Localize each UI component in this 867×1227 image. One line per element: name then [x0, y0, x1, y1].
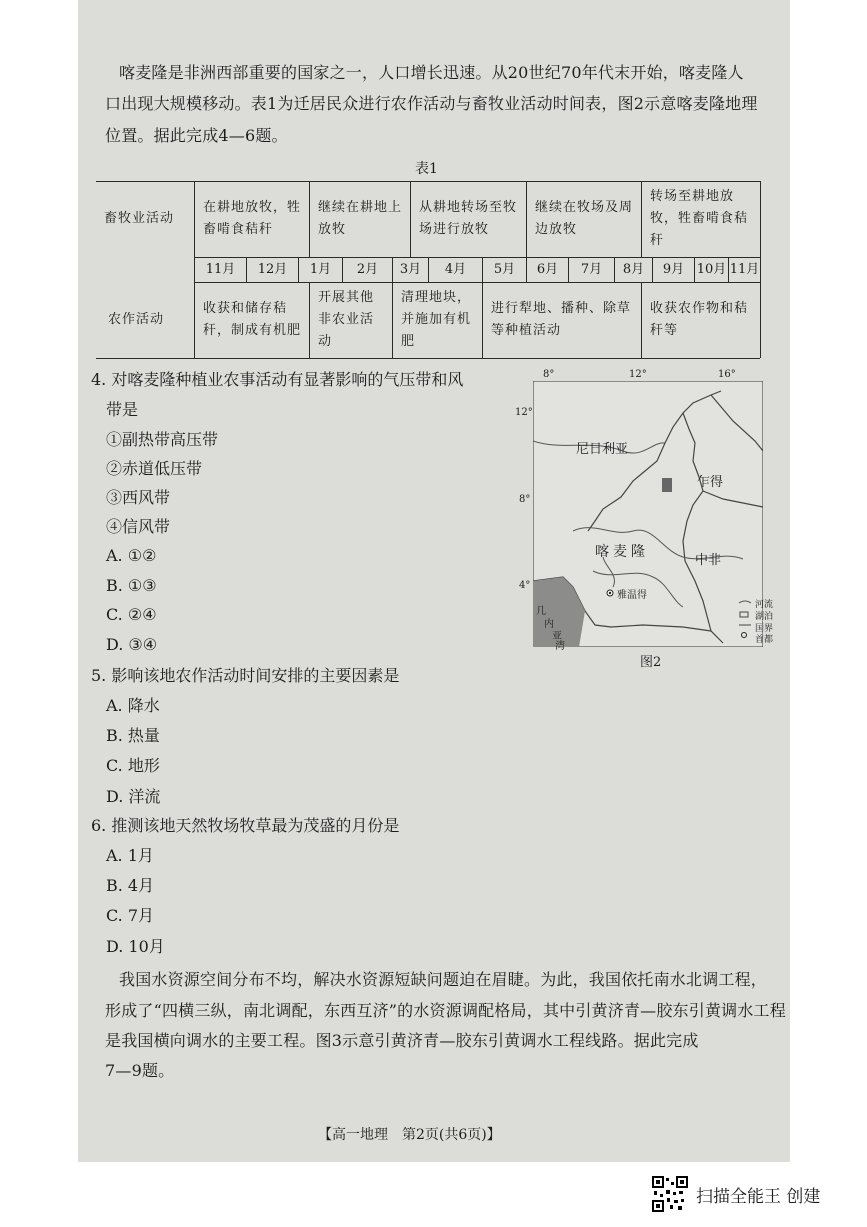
activity-grid — [96, 181, 760, 358]
para2-line-2: 形成了“四横三纵，南北调配，东西互济”的水资源调配格局，其中引黄济青—胶东引黄调水工程 — [105, 1001, 786, 1020]
q6-option-a: A. 1月 — [106, 846, 154, 865]
month-cell: 2月 — [356, 261, 379, 277]
table-caption: 表1 — [415, 161, 438, 177]
q4-item-3: ③西风带 — [106, 488, 171, 507]
gulf-label-3: 亚 — [552, 631, 562, 642]
cameroon-map — [533, 381, 763, 647]
gulf-label-1: 几 — [536, 606, 546, 617]
livestock-cell: 转场至耕地放牧，牲畜啃食秸秆 — [650, 189, 749, 248]
para2-line-3: 是我国横向调水的主要工程。图3示意引黄济青—胶东引黄调水工程线路。据此完成 — [105, 1031, 699, 1050]
month-cell: 9月 — [662, 261, 685, 277]
farming-cell: 开展其他非农业活动 — [318, 290, 375, 349]
q4-item-1: ①副热带高压带 — [106, 430, 219, 449]
label-cameroon: 喀麦隆 — [595, 544, 649, 560]
livestock-cell: 继续在牧场及周边放牧 — [535, 200, 634, 237]
month-cell: 12月 — [257, 261, 288, 277]
q4-option-c: C. ②④ — [106, 605, 157, 624]
q6-option-b: B. 4月 — [106, 876, 155, 895]
livestock-cell: 从耕地转场至牧场进行放牧 — [419, 200, 518, 237]
month-cell: 1月 — [309, 261, 332, 277]
month-cell: 10月 — [696, 261, 727, 277]
q5-option-d: D. 洋流 — [106, 787, 161, 806]
intro-line-3: 位置。据此完成4—6题。 — [105, 126, 288, 145]
q5-option-a: A. 降水 — [106, 696, 160, 715]
month-cell: 11月 — [729, 261, 760, 277]
q4-option-b: B. ①③ — [106, 576, 157, 595]
legend-border: 国界 — [755, 624, 774, 634]
livestock-header: 畜牧业活动 — [104, 211, 175, 226]
q5-option-c: C. 地形 — [106, 756, 160, 775]
para2-line-1: 我国水资源空间分布不均，解决水资源短缺问题迫在眉睫。为此，我国依托南水北调工程， — [119, 970, 768, 989]
qr-code-icon — [652, 1176, 688, 1212]
month-cell: 4月 — [444, 261, 467, 277]
legend-river: 河流 — [755, 600, 774, 610]
q4-option-d: D. ③④ — [106, 635, 158, 654]
page-footer: 【高一地理 第2页(共6页)】 — [318, 1127, 501, 1143]
lat-label-4: 4° — [519, 580, 531, 591]
month-cell: 6月 — [536, 261, 559, 277]
q5-option-b: B. 热量 — [106, 726, 160, 745]
livestock-cell: 继续在耕地上放牧 — [318, 200, 403, 237]
q6-option-d: D. 10月 — [106, 937, 165, 956]
farming-cell: 收获和储存秸秆，制成有机肥 — [203, 301, 302, 338]
legend-capital: 首都 — [755, 635, 774, 645]
farming-header: 农作活动 — [108, 312, 165, 327]
para2-line-4: 7—9题。 — [105, 1061, 175, 1080]
livestock-cell: 在耕地放牧，牲畜啃食秸秆 — [203, 200, 302, 237]
lon-label-12: 12° — [629, 369, 647, 380]
label-capital: 雅温得 — [617, 590, 647, 601]
label-car: 中非 — [695, 553, 722, 568]
q4-item-4: ④信风带 — [106, 517, 171, 536]
farming-cell: 进行犁地、播种、除草等种植活动 — [491, 301, 632, 338]
lat-label-8: 8° — [519, 494, 531, 505]
q4-option-a: A. ①② — [106, 546, 157, 565]
gulf-label-2: 内 — [544, 619, 554, 630]
scanner-watermark: 扫描全能王 创建 — [696, 1187, 821, 1207]
farming-cell: 清理地块，并施加有机肥 — [401, 290, 472, 349]
gulf-label-4: 湾 — [555, 641, 565, 652]
q6-option-c: C. 7月 — [106, 906, 155, 925]
q4-stem-1: 4. 对喀麦隆种植业农事活动有显著影响的气压带和风 — [91, 370, 464, 389]
q4-stem-2: 带是 — [106, 400, 139, 419]
q5-stem: 5. 影响该地农作活动时间安排的主要因素是 — [91, 666, 400, 685]
label-nigeria: 尼日利亚 — [576, 442, 629, 457]
table-rule — [760, 181, 761, 358]
intro-line-2: 口出现大规模移动。表1为迁居民众进行农作活动与畜牧业活动时间表，图2示意喀麦隆地理 — [105, 94, 758, 113]
q4-item-2: ②赤道低压带 — [106, 459, 203, 478]
q6-stem: 6. 推测该地天然牧场牧草最为茂盛的月份是 — [91, 816, 400, 835]
month-cell: 11月 — [205, 261, 236, 277]
month-cell: 7月 — [580, 261, 603, 277]
table-rule — [96, 358, 760, 359]
month-cell: 5月 — [493, 261, 516, 277]
legend-lake: 湖泊 — [755, 612, 774, 622]
lon-label-16: 16° — [718, 369, 736, 380]
lon-label-8: 8° — [543, 369, 555, 380]
lat-label-12: 12° — [515, 407, 533, 418]
month-cell: 3月 — [399, 261, 422, 277]
label-chad: 乍得 — [697, 475, 724, 490]
map-caption: 图2 — [640, 655, 662, 670]
farming-cell: 收获农作物和秸秆等 — [650, 301, 749, 338]
intro-line-1: 喀麦隆是非洲西部重要的国家之一，人口增长迅速。从20世纪70年代末开始，喀麦隆人 — [119, 63, 744, 82]
month-cell: 8月 — [622, 261, 645, 277]
